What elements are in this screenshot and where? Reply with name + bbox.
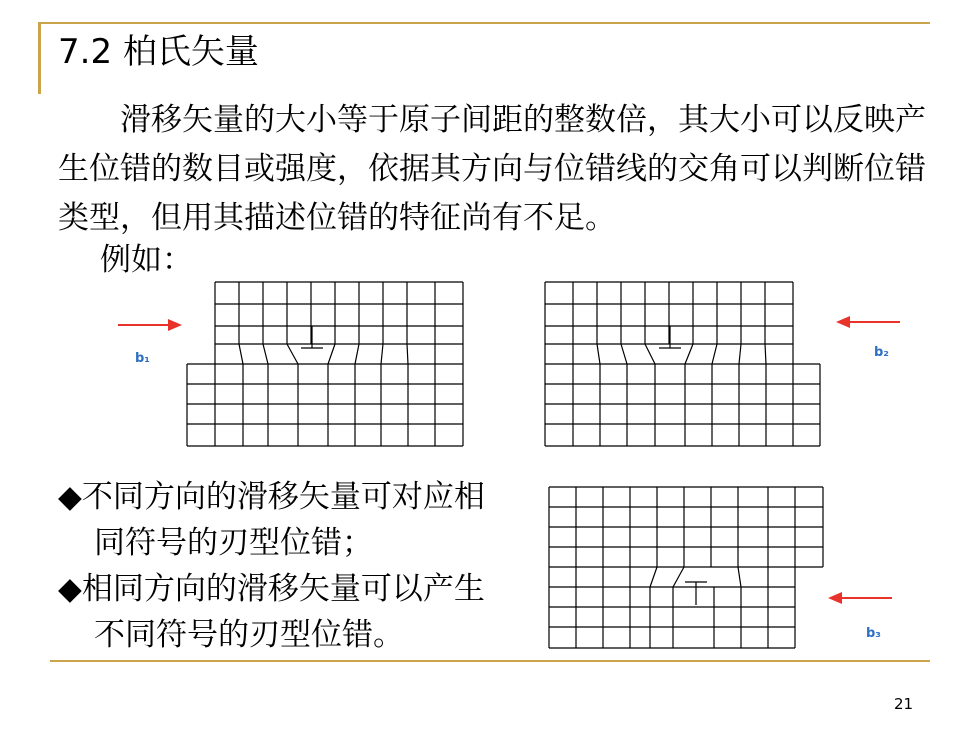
figure-1-lattice [187, 282, 463, 446]
body-paragraph-text: 滑移矢量的大小等于原子间距的整数倍，其大小可以反映产生位错的数目或强度，依据其方向与位错线的交角可以判断位错类型，但用其描述位错的特征尚有不足。 [58, 102, 926, 236]
page-number: 21 [894, 695, 914, 713]
bullet-2-line-2: 不同符号的刃型位错。 [94, 617, 404, 653]
page-title: 7.2 柏氏矢量 [58, 32, 259, 72]
figure-2-dislocation-mark [659, 326, 681, 348]
bullet-1-line-1: ◆不同方向的滑移矢量可对应相 [58, 479, 485, 515]
figure-2-lattice [545, 282, 820, 446]
figure-1-dislocation-mark [301, 326, 323, 348]
vector-b3-arrow [828, 592, 892, 604]
vector-b1-label: b₁ [135, 351, 150, 366]
vector-b3-label: b₃ [866, 626, 881, 641]
figure-3-lattice [549, 487, 823, 648]
vector-b2-label: b₂ [874, 345, 889, 360]
vector-b2-arrow [836, 316, 900, 328]
bottom-rule [50, 660, 930, 662]
example-label: 例如： [100, 242, 193, 278]
bullet-list [58, 474, 528, 658]
bullet-1-line-2: 同符号的刃型位错； [94, 525, 373, 561]
vector-b1-arrow [118, 319, 182, 331]
figure-3-dislocation-mark [685, 582, 707, 605]
bullet-2-line-1: ◆相同方向的滑移矢量可以产生 [58, 571, 485, 607]
